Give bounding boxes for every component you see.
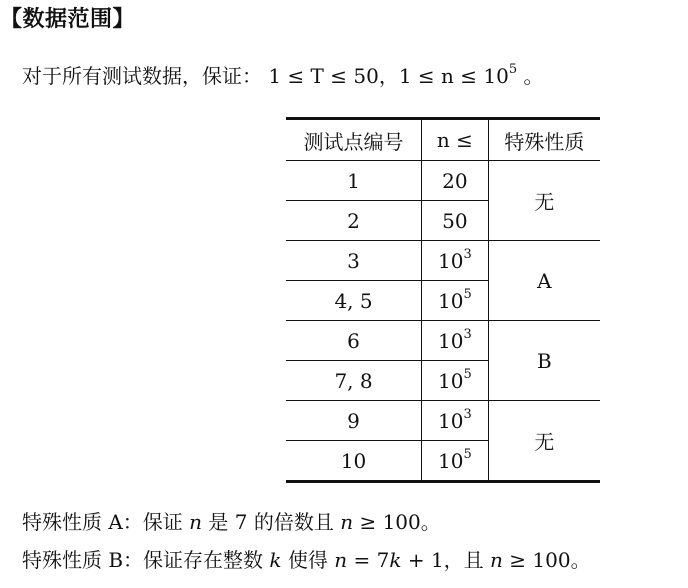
n-limit-exponent: 3 [463, 246, 472, 262]
section-heading: 【数据范围】 [0, 7, 136, 32]
note-a-mid: 是 7 的倍数且 [202, 510, 341, 534]
row-n-limit [422, 321, 489, 361]
row-n-limit [422, 281, 489, 321]
note-b-plus: + 1，且 [401, 548, 491, 572]
n-limit-exponent: 3 [463, 326, 472, 342]
n-limit-base: 10 [438, 328, 464, 353]
table-header-row [286, 119, 600, 161]
note-a-var2: n [340, 510, 354, 534]
note-a-end: ≥ 100。 [353, 510, 441, 534]
note-b-prefix: 特殊性质 B：保证存在整数 [22, 548, 270, 572]
n-limit-base: 20 [442, 168, 468, 193]
row-test-id: 4, 5 [286, 281, 422, 321]
note-b-mid: 使得 [281, 548, 335, 572]
row-test-id: 2 [286, 201, 422, 241]
note-b-eq: = 7 [347, 548, 390, 572]
row-n-limit [422, 361, 489, 401]
row-test-id: 7, 8 [286, 361, 422, 401]
row-n-limit [422, 441, 489, 482]
constraints-intro [22, 62, 543, 90]
header-test-id: 测试点编号 [286, 119, 422, 161]
n-limit-base: 10 [438, 408, 464, 433]
intro-lead: 对于所有测试数据，保证： [22, 64, 262, 88]
row-special-property: 无 [488, 401, 600, 482]
row-test-id: 3 [286, 241, 422, 281]
table-row [286, 241, 600, 281]
intro-tail: 。 [523, 64, 544, 88]
note-b-n: n [334, 548, 348, 572]
table-row [286, 161, 600, 201]
table-row [286, 401, 600, 441]
row-test-id: 1 [286, 161, 422, 201]
row-test-id: 6 [286, 321, 422, 361]
intro-math [268, 64, 523, 88]
row-n-limit [422, 201, 489, 241]
note-a-var: n [189, 510, 203, 534]
test-point-table-wrapper [286, 117, 600, 483]
special-property-b-note [22, 546, 591, 574]
header-n-limit: n ≤ [422, 119, 489, 161]
note-b-k2: k [389, 548, 402, 572]
n-limit-base: 10 [438, 248, 464, 273]
n-limit-base: 10 [438, 448, 464, 473]
note-b-end: ≥ 100。 [502, 548, 591, 572]
n-limit-exponent: 5 [463, 446, 472, 462]
note-b-k: k [269, 548, 282, 572]
special-property-a-note [22, 508, 441, 536]
row-n-limit [422, 241, 489, 281]
header-special-property: 特殊性质 [488, 119, 600, 161]
n-limit-base: 50 [442, 208, 468, 233]
row-special-property: A [488, 241, 600, 321]
n-limit-exponent: 5 [463, 366, 472, 382]
row-n-limit [422, 401, 489, 441]
note-a-prefix: 特殊性质 A：保证 [22, 510, 190, 534]
note-b-n2: n [490, 548, 503, 572]
n-limit-exponent: 5 [463, 286, 472, 302]
n-limit-base: 10 [438, 288, 464, 313]
n-limit-base: 10 [438, 368, 464, 393]
intro-math-text: 1 ≤ T ≤ 50，1 ≤ n ≤ 10 [268, 64, 509, 88]
intro-exponent: 5 [508, 62, 518, 78]
row-test-id: 10 [286, 441, 422, 482]
test-point-table [286, 117, 600, 483]
table-row [286, 321, 600, 361]
row-test-id: 9 [286, 401, 422, 441]
row-n-limit [422, 161, 489, 201]
row-special-property: B [488, 321, 600, 401]
n-limit-exponent: 3 [463, 406, 472, 422]
row-special-property: 无 [488, 161, 600, 241]
